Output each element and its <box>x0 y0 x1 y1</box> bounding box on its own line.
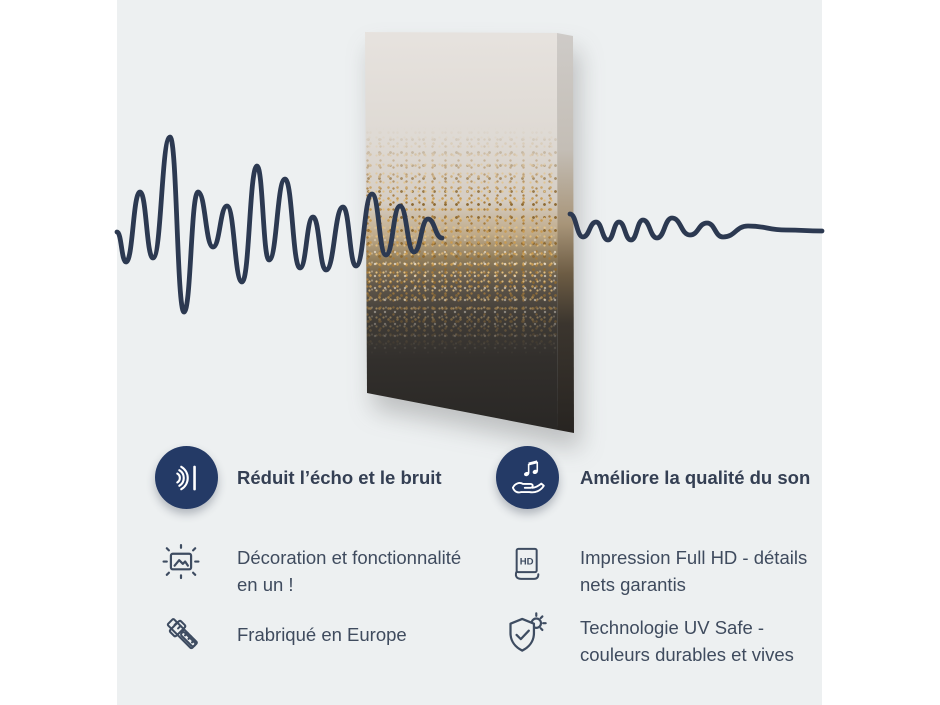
hd-label: HD <box>519 556 534 568</box>
feature-line: couleurs durables et vives <box>580 644 794 665</box>
feature-line: Technologie UV Safe - <box>580 617 765 638</box>
full-hd-icon-box <box>505 543 545 583</box>
feature-line: en un ! <box>237 574 294 595</box>
uv-shield-icon <box>503 611 548 656</box>
feature-text-reduce-echo <box>237 446 442 509</box>
feature-line: Impression Full HD - détails <box>580 547 808 568</box>
feature-line: nets garantis <box>580 574 686 595</box>
feature-text-sound-quality <box>580 446 810 509</box>
uv-safe-icon-box <box>503 611 548 656</box>
made-in-europe-icon-box <box>161 612 204 655</box>
hd-print-icon <box>505 543 545 583</box>
light-speckle-texture <box>357 28 579 440</box>
feature-text-full-hd <box>580 544 807 598</box>
feature-line: Frabriqué en Europe <box>237 624 407 645</box>
feature-line: Améliore la qualité du son <box>580 467 811 488</box>
feature-text-decoration <box>237 544 461 598</box>
canvas-print <box>357 28 579 440</box>
feature-line: Décoration et fonctionnalité <box>237 547 462 568</box>
feature-text-uv-safe <box>580 614 794 668</box>
sound-quality-badge <box>496 446 559 509</box>
feature-text-made-in-europe <box>237 613 407 656</box>
feature-line: Réduit l’écho et le bruit <box>237 467 442 488</box>
acoustic-badge <box>155 446 218 509</box>
shield-shape <box>511 619 534 651</box>
decoration-icon-box <box>159 540 203 584</box>
sound-absorption-icon <box>164 455 210 501</box>
canvas-front-face <box>357 28 579 440</box>
hammer-ruler-icon <box>161 612 204 655</box>
picture-frame-shine-icon <box>159 540 203 584</box>
hand-music-note-icon <box>505 455 551 501</box>
